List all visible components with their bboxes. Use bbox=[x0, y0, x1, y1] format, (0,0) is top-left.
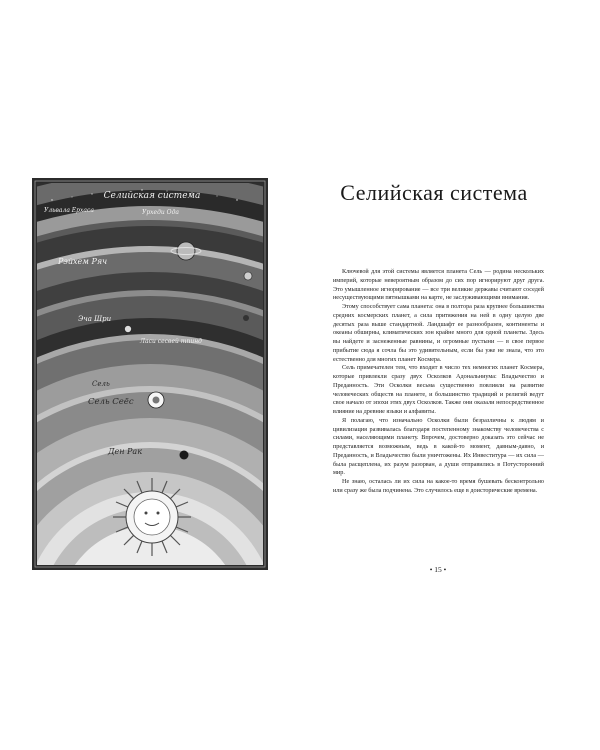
planet-small-icon bbox=[125, 326, 132, 333]
map-label: Эча Шри bbox=[78, 315, 112, 323]
paragraph: Ключевой для этой системы является планета Сель — родина нескольких империй, которые невероятным образом до сих пор игнорируют друг друга. Это умышленное игнорирование — все три великие державы считают соседей несуществующими пятнышками на карте, не заслуживающими внимания. bbox=[333, 268, 544, 302]
body-text bbox=[333, 268, 544, 496]
map-label: Сель bbox=[92, 380, 110, 388]
map-label: Ульвала Ерхаса bbox=[44, 207, 94, 214]
sun-icon bbox=[113, 478, 191, 556]
planet-small-icon bbox=[244, 272, 252, 280]
paragraph: Не знаю, осталась ли их сила на какое-то время бушевать бесконтрольно или сразу же была подчинена. Это случилось еще в доисторические времена. bbox=[333, 478, 544, 494]
map-title: Селийская система bbox=[103, 191, 201, 201]
paragraph: Я полагаю, что изначально Осколки были безразличны к людям и цивилизация развивалась благодаря постепенному знакомству человечества с силами, населяющими планету. Впрочем, достоверно доказать это сейчас не представляется возможным, ведь в какой-то момент, давным-давно, и Преданность, и Владычество были уничтожены. Их Инвеститура — их сила — была расщеплена, их разум разорван, а души отправились в Потусторонний мир. bbox=[333, 416, 544, 477]
paragraph: Сель примечателен тем, что входит в число тех немногих планет Космера, которые привлекли сразу двух Осколков Адональниума: Владычество и Преданность. Эти Осколки весьма существенно повлияли на развитие человеческих обществ на планете, и большинство традиций и религий ведут свое начало от эпохи этих двух Осколков. Также они оказали непосредственное влияние на древние языки и алфавиты. bbox=[333, 364, 544, 415]
planet-sel-icon bbox=[148, 392, 164, 408]
page-title: Селийская система bbox=[340, 180, 528, 205]
map-label: Урхеди Ода bbox=[142, 209, 179, 216]
map-label: Ден Рак bbox=[108, 447, 142, 456]
solar-system-map bbox=[32, 178, 268, 570]
page-number: • 15 • bbox=[429, 565, 447, 574]
planet-dark-icon bbox=[180, 451, 189, 460]
planet-small-icon bbox=[243, 315, 249, 321]
map-label: Сель Сеёс bbox=[88, 397, 134, 407]
paragraph: Этому способствует сама планета: она в полтора раза крупнее большинства средних космерских планет, а сила притяжения на ней в одну целую две десятых раза выше стандартной. Ландшафт ее разнообразен, континенты и океаны обширны, климатических зон крайне много для одной планеты. Здесь вы найдете и заснеженные равнины, и огромные пустыни — в свое первое прибытие сюда я сочла бы это удивительным, если бы уже не знала, что это естественно для многих планет Космера. bbox=[333, 303, 544, 363]
map-label: Ласи сесвей тпинд bbox=[140, 338, 202, 345]
map-label: Рэйхем Ряч bbox=[58, 257, 108, 266]
